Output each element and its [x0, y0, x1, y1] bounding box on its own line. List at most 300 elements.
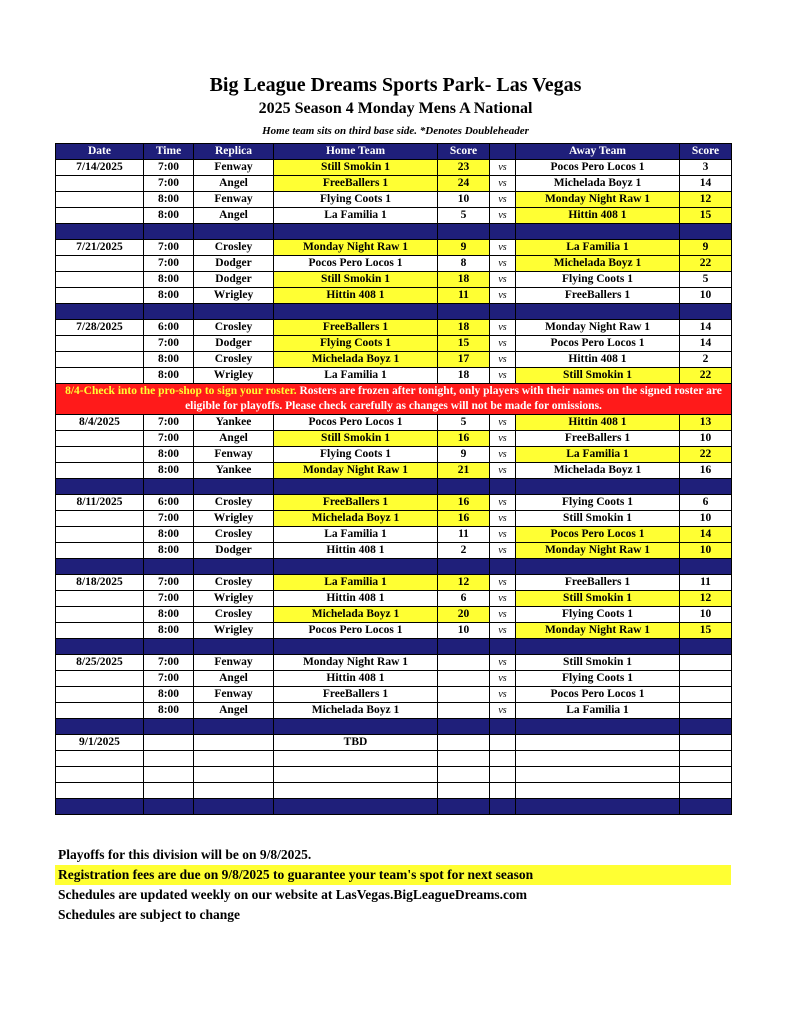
away-score-cell: 15	[680, 208, 732, 224]
away-team-cell: FreeBallers 1	[516, 431, 680, 447]
separator-cell	[438, 799, 490, 815]
separator-cell	[56, 479, 144, 495]
away-team-cell: Pocos Pero Locos 1	[516, 336, 680, 352]
home-score-cell: 21	[438, 463, 490, 479]
vs-cell: vs	[490, 703, 516, 719]
away-team-cell: Michelada Boyz 1	[516, 463, 680, 479]
replica-cell: Dodger	[194, 336, 274, 352]
home-score-cell: 18	[438, 368, 490, 384]
time-cell: 8:00	[144, 687, 194, 703]
home-team-cell	[274, 767, 438, 783]
time-cell: 8:00	[144, 192, 194, 208]
away-team-cell: Still Smokin 1	[516, 511, 680, 527]
time-cell: 8:00	[144, 623, 194, 639]
replica-cell: Wrigley	[194, 288, 274, 304]
away-score-cell: 6	[680, 495, 732, 511]
home-team-cell: La Familia 1	[274, 368, 438, 384]
vs-cell: vs	[490, 256, 516, 272]
separator-cell	[194, 224, 274, 240]
vs-cell: vs	[490, 431, 516, 447]
away-score-cell	[680, 703, 732, 719]
vs-cell: vs	[490, 176, 516, 192]
replica-cell: Fenway	[194, 160, 274, 176]
time-cell: 7:00	[144, 336, 194, 352]
game-row	[56, 320, 732, 336]
away-score-cell	[680, 767, 732, 783]
separator-row	[56, 799, 732, 815]
home-score-cell: 5	[438, 415, 490, 431]
separator-row	[56, 639, 732, 655]
time-cell: 7:00	[144, 511, 194, 527]
vs-cell	[490, 783, 516, 799]
vs-cell: vs	[490, 160, 516, 176]
away-team-cell: Hittin 408 1	[516, 208, 680, 224]
vs-cell: vs	[490, 655, 516, 671]
game-row	[56, 352, 732, 368]
replica-cell	[194, 751, 274, 767]
date-cell	[56, 463, 144, 479]
away-team-cell: La Familia 1	[516, 703, 680, 719]
replica-cell: Crosley	[194, 240, 274, 256]
time-cell: 8:00	[144, 463, 194, 479]
home-score-cell: 16	[438, 511, 490, 527]
vs-cell: vs	[490, 687, 516, 703]
time-cell: 7:00	[144, 591, 194, 607]
replica-cell: Angel	[194, 703, 274, 719]
time-cell: 7:00	[144, 160, 194, 176]
vs-cell: vs	[490, 320, 516, 336]
away-score-cell: 22	[680, 447, 732, 463]
home-team-cell: FreeBallers 1	[274, 687, 438, 703]
date-cell	[56, 687, 144, 703]
home-team-cell: TBD	[274, 735, 438, 751]
game-row	[56, 176, 732, 192]
away-team-cell: Michelada Boyz 1	[516, 256, 680, 272]
away-team-cell: Monday Night Raw 1	[516, 623, 680, 639]
home-score-cell: 18	[438, 272, 490, 288]
away-team-cell: Monday Night Raw 1	[516, 192, 680, 208]
home-score-cell: 9	[438, 447, 490, 463]
separator-cell	[144, 719, 194, 735]
away-score-cell: 14	[680, 336, 732, 352]
vs-cell: vs	[490, 495, 516, 511]
away-score-cell: 5	[680, 272, 732, 288]
home-score-cell: 11	[438, 288, 490, 304]
home-score-cell: 18	[438, 320, 490, 336]
time-cell: 7:00	[144, 671, 194, 687]
away-score-cell: 22	[680, 368, 732, 384]
schedule-table	[55, 143, 732, 815]
home-score-cell	[438, 671, 490, 687]
date-cell	[56, 336, 144, 352]
home-team-cell: Hittin 408 1	[274, 671, 438, 687]
time-cell: 6:00	[144, 495, 194, 511]
home-team-cell: Michelada Boyz 1	[274, 352, 438, 368]
date-cell	[56, 607, 144, 623]
home-team-cell: Still Smokin 1	[274, 160, 438, 176]
separator-cell	[680, 224, 732, 240]
date-cell	[56, 176, 144, 192]
date-cell: 8/11/2025	[56, 495, 144, 511]
game-row	[56, 543, 732, 559]
vs-cell: vs	[490, 527, 516, 543]
time-cell: 7:00	[144, 431, 194, 447]
away-team-cell: Pocos Pero Locos 1	[516, 687, 680, 703]
separator-row	[56, 224, 732, 240]
col-home-team: Home Team	[274, 144, 438, 160]
separator-cell	[56, 559, 144, 575]
vs-cell: vs	[490, 368, 516, 384]
separator-cell	[438, 304, 490, 320]
separator-cell	[438, 719, 490, 735]
away-score-cell: 14	[680, 527, 732, 543]
col-date: Date	[56, 144, 144, 160]
date-cell	[56, 447, 144, 463]
game-row	[56, 208, 732, 224]
time-cell: 7:00	[144, 575, 194, 591]
date-cell: 8/18/2025	[56, 575, 144, 591]
game-row	[56, 751, 732, 767]
replica-cell: Wrigley	[194, 591, 274, 607]
replica-cell: Dodger	[194, 272, 274, 288]
replica-cell: Fenway	[194, 192, 274, 208]
away-score-cell	[680, 751, 732, 767]
separator-cell	[680, 479, 732, 495]
game-row	[56, 623, 732, 639]
date-cell	[56, 192, 144, 208]
vs-cell: vs	[490, 543, 516, 559]
away-team-cell: Monday Night Raw 1	[516, 543, 680, 559]
separator-cell	[56, 639, 144, 655]
separator-row	[56, 479, 732, 495]
away-score-cell: 10	[680, 607, 732, 623]
replica-cell: Angel	[194, 671, 274, 687]
away-score-cell	[680, 783, 732, 799]
away-team-cell	[516, 767, 680, 783]
home-team-cell: Flying Coots 1	[274, 192, 438, 208]
vs-cell	[490, 767, 516, 783]
separator-cell	[680, 304, 732, 320]
replica-cell: Dodger	[194, 256, 274, 272]
date-cell	[56, 288, 144, 304]
date-cell	[56, 511, 144, 527]
game-row	[56, 431, 732, 447]
home-score-cell	[438, 655, 490, 671]
time-cell	[144, 783, 194, 799]
game-row	[56, 655, 732, 671]
separator-cell	[194, 799, 274, 815]
col-time: Time	[144, 144, 194, 160]
col-away-team: Away Team	[516, 144, 680, 160]
col-away-score: Score	[680, 144, 732, 160]
page-subtitle: 2025 Season 4 Monday Mens A National	[258, 100, 533, 117]
separator-cell	[516, 479, 680, 495]
away-score-cell	[680, 655, 732, 671]
vs-cell: vs	[490, 288, 516, 304]
time-cell: 8:00	[144, 352, 194, 368]
time-cell: 8:00	[144, 368, 194, 384]
home-score-cell: 10	[438, 623, 490, 639]
col-home-score: Score	[438, 144, 490, 160]
away-score-cell: 10	[680, 288, 732, 304]
separator-cell	[56, 304, 144, 320]
registration-note: Registration fees are due on 9/8/2025 to guarantee your team's spot for next season	[55, 865, 731, 885]
away-score-cell: 13	[680, 415, 732, 431]
separator-cell	[274, 799, 438, 815]
time-cell: 8:00	[144, 703, 194, 719]
vs-cell: vs	[490, 463, 516, 479]
separator-row	[56, 719, 732, 735]
home-team-cell: Pocos Pero Locos 1	[274, 415, 438, 431]
away-score-cell: 16	[680, 463, 732, 479]
time-cell: 7:00	[144, 240, 194, 256]
replica-cell: Crosley	[194, 352, 274, 368]
header-row	[56, 144, 732, 160]
col-replica: Replica	[194, 144, 274, 160]
replica-cell: Fenway	[194, 655, 274, 671]
separator-row	[56, 559, 732, 575]
away-team-cell	[516, 735, 680, 751]
date-cell	[56, 527, 144, 543]
playoffs-note: Playoffs for this division will be on 9/8/2025.	[58, 847, 312, 862]
date-cell	[56, 623, 144, 639]
separator-cell	[194, 304, 274, 320]
home-team-cell: Hittin 408 1	[274, 543, 438, 559]
date-cell	[56, 368, 144, 384]
home-team-cell: Flying Coots 1	[274, 447, 438, 463]
separator-cell	[516, 639, 680, 655]
vs-cell	[490, 751, 516, 767]
home-team-cell: Monday Night Raw 1	[274, 655, 438, 671]
home-team-cell	[274, 751, 438, 767]
separator-cell	[144, 224, 194, 240]
home-score-cell: 12	[438, 575, 490, 591]
separator-cell	[56, 224, 144, 240]
home-score-cell: 5	[438, 208, 490, 224]
away-score-cell: 10	[680, 543, 732, 559]
away-team-cell: Hittin 408 1	[516, 415, 680, 431]
replica-cell	[194, 735, 274, 751]
home-team-cell: Hittin 408 1	[274, 288, 438, 304]
home-score-cell: 15	[438, 336, 490, 352]
home-score-cell	[438, 767, 490, 783]
vs-cell: vs	[490, 208, 516, 224]
away-team-cell: La Familia 1	[516, 240, 680, 256]
separator-cell	[56, 799, 144, 815]
home-team-note: Home team sits on third base side. *Denotes Doubleheader	[262, 125, 529, 137]
away-team-cell: FreeBallers 1	[516, 288, 680, 304]
game-row	[56, 607, 732, 623]
separator-cell	[680, 559, 732, 575]
replica-cell: Yankee	[194, 415, 274, 431]
away-team-cell	[516, 751, 680, 767]
away-score-cell: 9	[680, 240, 732, 256]
home-team-cell: Still Smokin 1	[274, 431, 438, 447]
separator-cell	[680, 639, 732, 655]
replica-cell: Crosley	[194, 495, 274, 511]
away-team-cell: Hittin 408 1	[516, 352, 680, 368]
home-team-cell: Michelada Boyz 1	[274, 607, 438, 623]
away-team-cell: Flying Coots 1	[516, 671, 680, 687]
home-score-cell: 24	[438, 176, 490, 192]
replica-cell	[194, 783, 274, 799]
game-row	[56, 272, 732, 288]
time-cell: 8:00	[144, 447, 194, 463]
separator-cell	[194, 559, 274, 575]
home-team-cell: Monday Night Raw 1	[274, 463, 438, 479]
game-row	[56, 368, 732, 384]
vs-cell: vs	[490, 352, 516, 368]
footer-notes	[55, 845, 731, 925]
date-cell	[56, 543, 144, 559]
away-team-cell: Still Smokin 1	[516, 591, 680, 607]
replica-cell: Angel	[194, 176, 274, 192]
replica-cell: Dodger	[194, 543, 274, 559]
page-title: Big League Dreams Sports Park- Las Vegas	[209, 74, 582, 96]
separator-cell	[516, 559, 680, 575]
date-cell: 8/4/2025	[56, 415, 144, 431]
away-team-cell: Still Smokin 1	[516, 655, 680, 671]
separator-cell	[490, 639, 516, 655]
away-team-cell: Pocos Pero Locos 1	[516, 160, 680, 176]
home-score-cell	[438, 735, 490, 751]
separator-cell	[516, 304, 680, 320]
away-score-cell: 22	[680, 256, 732, 272]
date-cell	[56, 256, 144, 272]
separator-cell	[490, 559, 516, 575]
date-cell	[56, 591, 144, 607]
game-row	[56, 575, 732, 591]
home-team-cell: Hittin 408 1	[274, 591, 438, 607]
home-score-cell: 11	[438, 527, 490, 543]
replica-cell	[194, 767, 274, 783]
away-team-cell: Flying Coots 1	[516, 495, 680, 511]
separator-cell	[516, 799, 680, 815]
time-cell	[144, 751, 194, 767]
separator-cell	[490, 799, 516, 815]
game-row	[56, 495, 732, 511]
home-team-cell: Flying Coots 1	[274, 336, 438, 352]
away-team-cell: Monday Night Raw 1	[516, 320, 680, 336]
home-team-cell: La Familia 1	[274, 575, 438, 591]
away-team-cell: Michelada Boyz 1	[516, 176, 680, 192]
time-cell: 8:00	[144, 208, 194, 224]
time-cell: 8:00	[144, 272, 194, 288]
vs-cell: vs	[490, 240, 516, 256]
home-score-cell: 10	[438, 192, 490, 208]
game-row	[56, 192, 732, 208]
time-cell: 8:00	[144, 543, 194, 559]
separator-cell	[144, 639, 194, 655]
vs-cell: vs	[490, 415, 516, 431]
home-score-cell: 23	[438, 160, 490, 176]
away-team-cell: Flying Coots 1	[516, 607, 680, 623]
vs-cell: vs	[490, 511, 516, 527]
game-row	[56, 160, 732, 176]
date-cell: 7/14/2025	[56, 160, 144, 176]
separator-cell	[516, 719, 680, 735]
separator-cell	[490, 304, 516, 320]
replica-cell: Crosley	[194, 527, 274, 543]
roster-alert-text: Rosters are frozen after tonight, only players with their names on the signed roster are eligible for playoffs. Please check carefully as changes will not be made for omissions.	[185, 385, 722, 412]
replica-cell: Wrigley	[194, 623, 274, 639]
home-team-cell: FreeBallers 1	[274, 495, 438, 511]
separator-cell	[274, 224, 438, 240]
away-score-cell	[680, 687, 732, 703]
replica-cell: Angel	[194, 431, 274, 447]
game-row	[56, 767, 732, 783]
website-note: Schedules are updated weekly on our website at LasVegas.BigLeagueDreams.com	[58, 887, 528, 902]
vs-cell	[490, 735, 516, 751]
date-cell	[56, 703, 144, 719]
away-team-cell	[516, 783, 680, 799]
away-score-cell: 12	[680, 591, 732, 607]
separator-cell	[274, 479, 438, 495]
game-row	[56, 336, 732, 352]
vs-cell: vs	[490, 607, 516, 623]
time-cell: 8:00	[144, 527, 194, 543]
vs-cell: vs	[490, 272, 516, 288]
game-row	[56, 511, 732, 527]
game-row	[56, 240, 732, 256]
game-row	[56, 447, 732, 463]
away-team-cell: Still Smokin 1	[516, 368, 680, 384]
away-score-cell: 14	[680, 176, 732, 192]
separator-cell	[56, 719, 144, 735]
separator-cell	[516, 224, 680, 240]
separator-cell	[438, 559, 490, 575]
separator-cell	[680, 799, 732, 815]
game-row	[56, 783, 732, 799]
separator-cell	[490, 224, 516, 240]
schedule-body	[56, 160, 732, 815]
replica-cell: Wrigley	[194, 511, 274, 527]
home-score-cell	[438, 751, 490, 767]
date-cell	[56, 272, 144, 288]
home-score-cell	[438, 687, 490, 703]
time-cell	[144, 735, 194, 751]
home-score-cell	[438, 703, 490, 719]
game-row	[56, 463, 732, 479]
separator-row	[56, 304, 732, 320]
game-row	[56, 735, 732, 751]
vs-cell: vs	[490, 336, 516, 352]
home-score-cell: 16	[438, 431, 490, 447]
date-cell	[56, 783, 144, 799]
game-row	[56, 256, 732, 272]
separator-cell	[274, 304, 438, 320]
replica-cell: Yankee	[194, 463, 274, 479]
game-row	[56, 527, 732, 543]
game-row	[56, 591, 732, 607]
time-cell: 8:00	[144, 607, 194, 623]
home-team-cell: Monday Night Raw 1	[274, 240, 438, 256]
away-score-cell: 10	[680, 511, 732, 527]
separator-cell	[194, 719, 274, 735]
roster-alert	[56, 384, 732, 415]
replica-cell: Fenway	[194, 447, 274, 463]
separator-cell	[438, 224, 490, 240]
date-cell	[56, 671, 144, 687]
home-team-cell	[274, 783, 438, 799]
replica-cell: Wrigley	[194, 368, 274, 384]
vs-cell: vs	[490, 192, 516, 208]
separator-cell	[680, 719, 732, 735]
vs-cell: vs	[490, 623, 516, 639]
separator-cell	[194, 639, 274, 655]
vs-cell: vs	[490, 447, 516, 463]
home-score-cell: 2	[438, 543, 490, 559]
